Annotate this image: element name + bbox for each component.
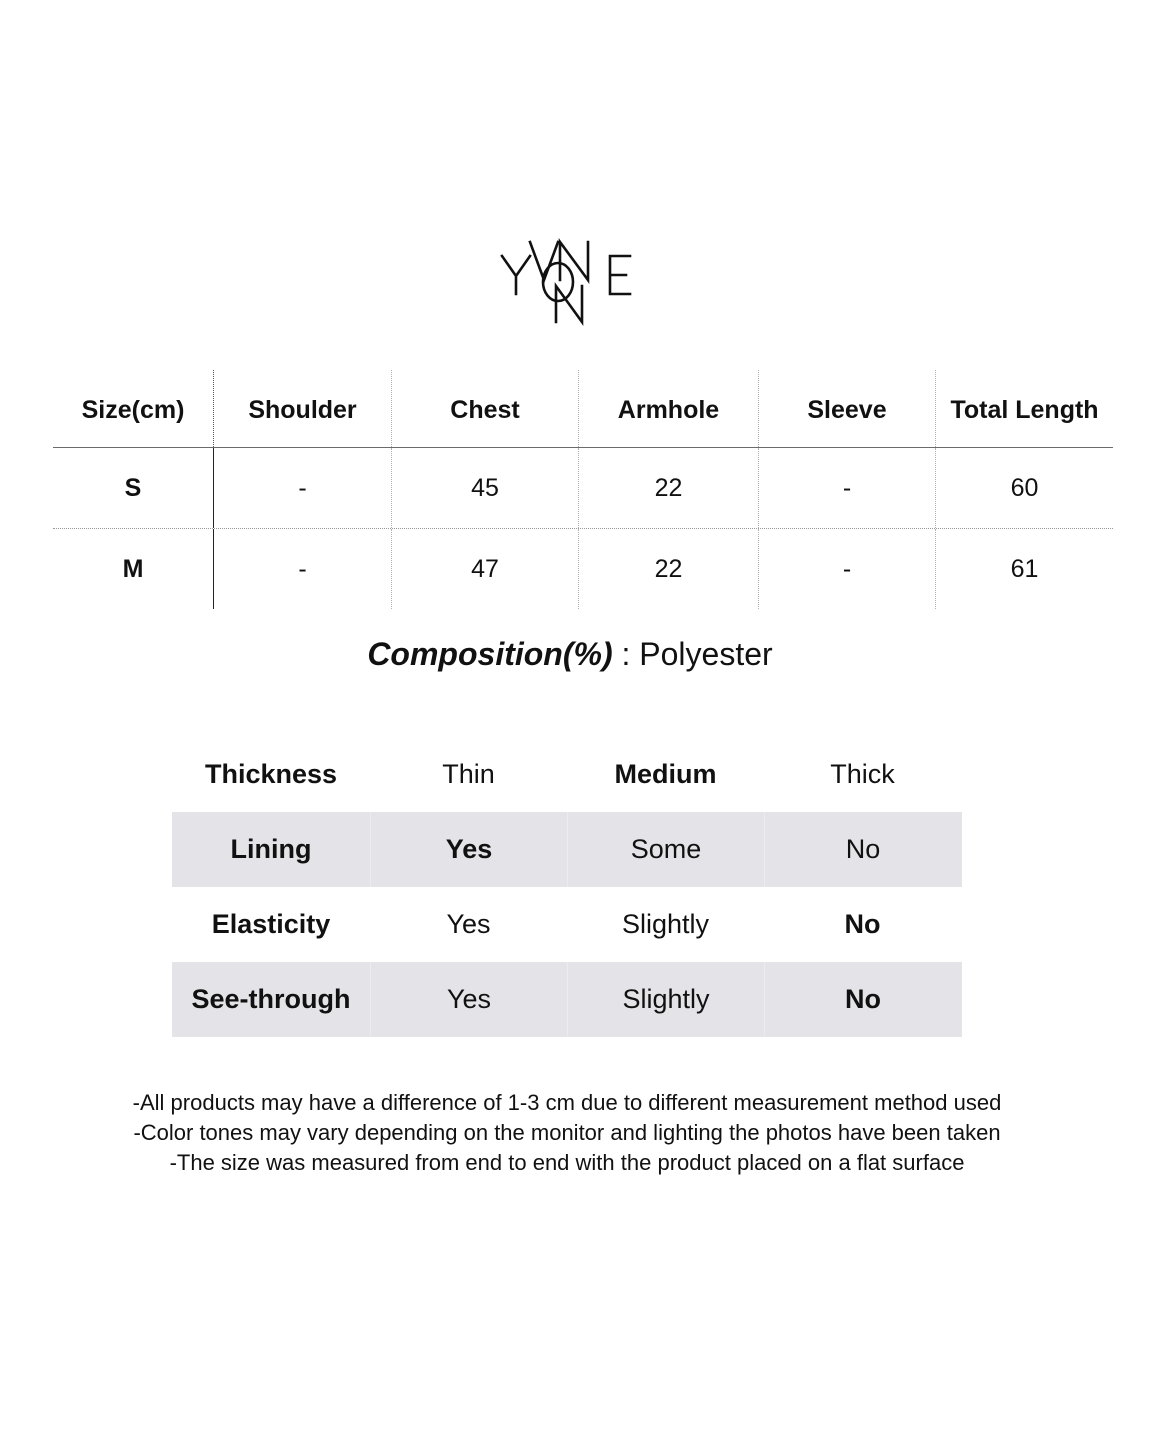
fabric-properties-table (172, 737, 962, 1037)
table-row (53, 448, 1113, 529)
brand-logo (490, 236, 650, 328)
fabric-option: Thick (830, 759, 895, 789)
table-cell: 45 (392, 448, 579, 528)
fabric-option: Slightly (621, 909, 710, 939)
table-cell: 60 (1010, 473, 1039, 502)
fabric-option: Some (567, 812, 764, 887)
table-cell: - (759, 448, 936, 528)
size-label: S (53, 448, 214, 528)
note-line: -All products may have a difference of 1-3 cm due to different measurement method used (132, 1090, 1002, 1115)
size-label: M (53, 529, 214, 609)
header-total-length: Total Length (950, 396, 1099, 424)
table-cell: - (214, 448, 392, 528)
table-cell: 22 (579, 529, 759, 609)
fabric-row-see-through (172, 962, 962, 1037)
fabric-option: Slightly (567, 962, 764, 1037)
fabric-option-selected: Medium (614, 759, 717, 789)
composition-separator: : (612, 636, 640, 672)
note-line: -Color tones may vary depending on the monitor and lighting the photos have been taken (133, 1120, 1001, 1145)
fabric-row-thickness (172, 737, 962, 812)
fabric-row-label: Thickness (204, 759, 338, 789)
header-chest: Chest (392, 370, 579, 447)
table-cell: 47 (392, 529, 579, 609)
table-row (53, 529, 1113, 609)
table-cell: 22 (579, 448, 759, 528)
composition-label: Composition(%) (367, 636, 613, 672)
note-line: -The size was measured from end to end with the product placed on a flat surface (169, 1150, 965, 1175)
header-armhole: Armhole (579, 370, 759, 447)
fabric-option: Yes (370, 962, 567, 1037)
header-sleeve: Sleeve (759, 370, 936, 447)
header-size: Size(cm) (53, 370, 214, 447)
size-table-header (53, 370, 1113, 448)
table-cell: 61 (1010, 554, 1039, 583)
fabric-row-elasticity (172, 887, 962, 962)
fabric-option-selected: No (764, 962, 961, 1037)
composition-line (0, 636, 1140, 673)
header-shoulder: Shoulder (214, 370, 392, 447)
size-table (53, 370, 1113, 609)
fabric-option-selected: Yes (370, 812, 567, 887)
fabric-option: Thin (442, 759, 495, 789)
fabric-option: No (764, 812, 961, 887)
table-cell: - (214, 529, 392, 609)
table-cell: - (759, 529, 936, 609)
fabric-row-label: Elasticity (211, 909, 331, 939)
composition-value: Polyester (639, 636, 773, 672)
fabric-option-selected: No (844, 909, 881, 939)
fabric-option: Yes (446, 909, 491, 939)
fabric-row-label: Lining (230, 834, 312, 864)
fabric-row-lining (172, 812, 962, 887)
fabric-row-label: See-through (191, 984, 351, 1014)
notes (0, 1088, 1134, 1178)
